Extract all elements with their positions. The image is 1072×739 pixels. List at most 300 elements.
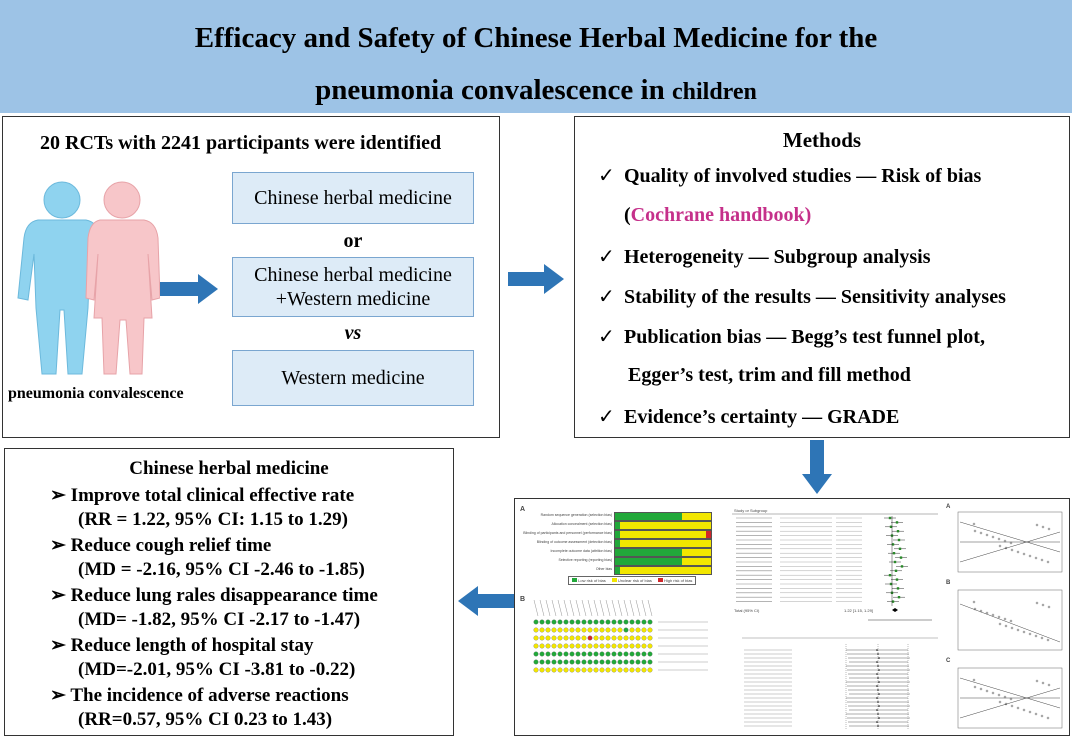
rob-dot [612, 652, 617, 657]
funnel-point [1036, 602, 1038, 604]
rob-bar-segment [615, 513, 682, 520]
rob-dot [630, 644, 635, 649]
rob-dot [552, 620, 557, 625]
intervention-box-chm: Chinese herbal medicine [232, 172, 474, 224]
forest-point [897, 587, 899, 589]
rob-bar-segment [682, 549, 711, 556]
checkmark-icon: ✓ [598, 326, 615, 348]
result-4-title: Reduce length of hospital stay [70, 635, 314, 656]
rob-dot [636, 620, 641, 625]
funnel-point [1035, 635, 1037, 637]
rob-study-label [576, 600, 580, 616]
rob-dot [648, 644, 653, 649]
funnel-point [1041, 715, 1043, 717]
rob-bar-segment [706, 531, 711, 538]
sensitivity-plot [742, 632, 938, 734]
result-4-stat: (MD=-2.01, 95% CI -3.81 to -0.22) [78, 659, 356, 680]
rob-dot [540, 644, 545, 649]
forest-total-label: Total (95% CI) [734, 608, 760, 613]
legend-unclear: Unclear risk of bias [617, 578, 652, 583]
rob-dot [534, 644, 539, 649]
funnel-limit-line [960, 532, 1060, 562]
rob-dot [582, 660, 587, 665]
title-line-1: Efficacy and Safety of Chinese Herbal Medicine for the [194, 22, 878, 54]
rob-domain-label: Random sequence generation (selection bias) [540, 513, 612, 517]
rob-dot [582, 636, 587, 641]
funnel-point [986, 534, 988, 536]
rob-dot [594, 668, 599, 673]
rob-dot [630, 636, 635, 641]
funnel-point [1047, 717, 1049, 719]
funnel-point [1004, 618, 1006, 620]
rob-dot [540, 660, 545, 665]
rob-dot [624, 644, 629, 649]
rob-bar [614, 548, 712, 557]
rob-domain-label: Incomplete outcome data (attrition bias) [550, 549, 612, 553]
rob-dot [588, 668, 593, 673]
funnel-point [973, 601, 975, 603]
funnel-point [1004, 696, 1006, 698]
sens-point [876, 697, 878, 699]
rob-dot [576, 636, 581, 641]
sens-point [878, 669, 880, 671]
rob-study-label [606, 600, 610, 616]
rob-dot [570, 652, 575, 657]
funnel-point [1010, 698, 1012, 700]
risk-of-bias-graph [518, 502, 716, 590]
rob-dot [588, 628, 593, 633]
funnel-point [1042, 604, 1044, 606]
rob-dot [552, 660, 557, 665]
rob-bar-segment [615, 549, 682, 556]
funnel-point [980, 610, 982, 612]
funnel-point [1023, 631, 1025, 633]
arrow-to-results [458, 584, 514, 618]
children-illustration [10, 178, 160, 378]
sens-point [878, 717, 880, 719]
rob-study-label [540, 600, 544, 616]
forest-point [889, 517, 891, 519]
rob-dot [540, 652, 545, 657]
rob-dot [534, 652, 539, 657]
rob-dot [540, 628, 545, 633]
rob-dot [534, 636, 539, 641]
girl-silhouette-icon [86, 182, 160, 374]
sens-point [878, 705, 880, 707]
rob-dot [594, 620, 599, 625]
forest-point [893, 552, 895, 554]
rob-dot [648, 652, 653, 657]
rob-study-label [642, 600, 646, 616]
rob-bar-segment [620, 567, 711, 574]
method-quality: ✓ Quality of involved studies — Risk of bias [598, 165, 982, 187]
rob-dot [618, 652, 623, 657]
rob-dot [558, 644, 563, 649]
result-2-title: Reduce cough relief time [70, 535, 272, 556]
vs-label: vs [344, 322, 362, 344]
rob-study-label [570, 600, 574, 616]
rob-dot [588, 620, 593, 625]
rob-dot [576, 644, 581, 649]
rob-dot [618, 620, 623, 625]
methods-heading: Methods [782, 128, 862, 152]
rob-dot [582, 644, 587, 649]
forest-total-effect: 1.22 [1.15, 1.29] [844, 608, 873, 613]
funnel-point [1011, 705, 1013, 707]
rob-dot [642, 628, 647, 633]
rob-dot [642, 652, 647, 657]
title-line-2-small: children [671, 79, 757, 105]
rob-dot [564, 636, 569, 641]
rob-dot [576, 668, 581, 673]
or-label: or [343, 230, 363, 252]
funnel-point [974, 530, 976, 532]
funnel-point [1004, 540, 1006, 542]
rob-dot [564, 652, 569, 657]
rob-dot [636, 652, 641, 657]
rob-dot [576, 660, 581, 665]
rob-bar [614, 521, 712, 530]
funnel-point [973, 523, 975, 525]
rob-dot [600, 644, 605, 649]
rob-dot [570, 620, 575, 625]
rob-dot [642, 644, 647, 649]
rob-bar-row [518, 530, 716, 538]
rob-bar [614, 539, 712, 548]
rob-dot [648, 620, 653, 625]
rob-dot [534, 660, 539, 665]
funnel-point [992, 692, 994, 694]
rob-dot [618, 660, 623, 665]
rob-dot [564, 628, 569, 633]
rob-bar-segment [615, 558, 682, 565]
rob-dot-grid [518, 596, 716, 686]
rob-dot [558, 636, 563, 641]
rob-dot [636, 628, 641, 633]
rct-heading: 20 RCTs with 2241 participants were identified [40, 132, 442, 154]
result-1 [50, 484, 354, 507]
rob-dot [612, 644, 617, 649]
rob-bar-segment [620, 522, 711, 529]
forest-point [901, 565, 903, 567]
rob-dot [612, 668, 617, 673]
funnel-point [1036, 524, 1038, 526]
legend-low: Low risk of bias [578, 578, 606, 583]
rob-bar-row [518, 521, 716, 529]
rob-dot [630, 628, 635, 633]
rob-study-label [564, 600, 568, 616]
intervention-box-chm-wm-line1: Chinese herbal medicine [254, 264, 452, 286]
rob-dot [540, 668, 545, 673]
forest-plot [732, 502, 938, 628]
rob-dot [600, 660, 605, 665]
rob-dot [558, 628, 563, 633]
funnel-point [1041, 559, 1043, 561]
bullet-arrow-icon: ➢ [50, 535, 66, 556]
rob-bar-row [518, 512, 716, 520]
rob-dot [534, 628, 539, 633]
rob-dot [582, 652, 587, 657]
rob-dot [576, 620, 581, 625]
funnel-point [980, 532, 982, 534]
rob-dot [552, 652, 557, 657]
rob-dot [648, 660, 653, 665]
funnel-plots [944, 502, 1068, 734]
bullet-arrow-icon: ➢ [50, 635, 66, 656]
result-5 [50, 684, 349, 707]
rob-dot [624, 628, 629, 633]
funnel-point [1023, 553, 1025, 555]
forest-point [894, 561, 896, 563]
bullet-arrow-icon: ➢ [50, 685, 66, 706]
rob-study-label [636, 600, 640, 616]
rob-dot [570, 668, 575, 673]
rob-legend [568, 576, 696, 585]
rob-dot [636, 660, 641, 665]
funnel-point [1005, 625, 1007, 627]
rob-study-label [618, 600, 622, 616]
rob-dot [618, 668, 623, 673]
method-publication-bias: ✓ Publication bias — Begg’s test funnel plot, [598, 326, 985, 348]
rob-dot [570, 660, 575, 665]
funnel-point [999, 545, 1001, 547]
funnel-point [999, 701, 1001, 703]
rob-dot [582, 668, 587, 673]
funnel-point [992, 614, 994, 616]
rob-dot [582, 628, 587, 633]
rob-study-label [630, 600, 634, 616]
rob-domain-label: Allocation concealment (selection bias) [551, 522, 612, 526]
rob-dot [558, 620, 563, 625]
rob-dot [540, 636, 545, 641]
forest-plot-svg [732, 502, 938, 628]
result-5-title: The incidence of adverse reactions [70, 685, 349, 706]
result-5-stat: (RR=0.57, 95% CI 0.23 to 1.43) [78, 709, 333, 730]
rob-dot [630, 652, 635, 657]
rob-dot [612, 636, 617, 641]
funnel-point [1011, 549, 1013, 551]
rob-dot [546, 628, 551, 633]
funnel-point [998, 616, 1000, 618]
rob-dot [618, 644, 623, 649]
rob-bar [614, 512, 712, 521]
rob-dot [546, 660, 551, 665]
forest-point [898, 539, 900, 541]
sens-point [876, 649, 878, 651]
rob-dot [642, 636, 647, 641]
sens-point [878, 693, 880, 695]
rob-dot [636, 668, 641, 673]
funnel-point [1023, 709, 1025, 711]
rob-bar-row [518, 557, 716, 565]
rob-dot [546, 644, 551, 649]
rob-dot [582, 620, 587, 625]
rob-dot [612, 660, 617, 665]
forest-point [895, 570, 897, 572]
rob-dot [552, 668, 557, 673]
rob-study-label [624, 600, 628, 616]
rob-bar-row [518, 548, 716, 556]
risk-of-bias-summary [518, 596, 716, 686]
rob-dot [588, 660, 593, 665]
rob-dot [588, 644, 593, 649]
rob-bar [614, 566, 712, 575]
funnel-point [986, 612, 988, 614]
rob-dot [648, 628, 653, 633]
rob-dot [600, 668, 605, 673]
rob-study-label [588, 600, 592, 616]
funnel-limit-line [960, 522, 1060, 552]
result-3 [50, 584, 378, 607]
sens-point [876, 685, 878, 687]
rob-study-label [612, 600, 616, 616]
rob-dot [534, 668, 539, 673]
rob-study-label [558, 600, 562, 616]
rob-dot [624, 620, 629, 625]
rob-dot [636, 636, 641, 641]
rob-study-label [552, 600, 556, 616]
funnel-point [986, 690, 988, 692]
cochrane-highlight: Cochrane handbook) [630, 204, 812, 226]
comparator-box-wm: Western medicine [232, 350, 474, 406]
result-4 [50, 634, 313, 657]
rob-bar-segment [620, 531, 706, 538]
sens-point [878, 657, 880, 659]
funnel-point [1010, 620, 1012, 622]
rob-dot [570, 628, 575, 633]
rob-dot [576, 628, 581, 633]
rob-dot [606, 668, 611, 673]
rob-dot [648, 668, 653, 673]
forest-point [897, 530, 899, 532]
rob-study-label [534, 600, 538, 616]
funnel-point [1010, 542, 1012, 544]
funnel-point [992, 536, 994, 538]
rob-dot [642, 668, 647, 673]
funnel-point [1029, 555, 1031, 557]
rob-dot [552, 644, 557, 649]
rob-bar [614, 557, 712, 566]
funnel-point [1048, 528, 1050, 530]
funnel-point [1017, 707, 1019, 709]
forest-point [899, 548, 901, 550]
rob-dot [606, 652, 611, 657]
rob-domain-label: Blinding of outcome assessment (detection bias) [536, 540, 612, 544]
rob-dot [636, 644, 641, 649]
checkmark-icon: ✓ [598, 286, 615, 308]
rob-bar-segment [620, 540, 711, 547]
rob-dot [546, 636, 551, 641]
rob-dot [552, 628, 557, 633]
rob-domain-label: Other bias [595, 567, 612, 571]
funnel-point [1042, 526, 1044, 528]
population-label: pneumonia convalescence [8, 385, 184, 402]
rob-bar-row [518, 566, 716, 574]
funnel-point [1047, 561, 1049, 563]
intervention-box-chm-wm-line2: +Western medicine [275, 288, 431, 310]
arrow-down-to-figures [800, 440, 834, 496]
sens-point [876, 673, 878, 675]
rob-dot [630, 668, 635, 673]
funnel-point [974, 686, 976, 688]
rob-bar-segment [682, 558, 711, 565]
rob-dot [564, 644, 569, 649]
funnel-point [1017, 551, 1019, 553]
rob-dot [618, 636, 623, 641]
funnel-point [998, 538, 1000, 540]
funnel-point [998, 694, 1000, 696]
arrow-to-methods [508, 262, 566, 296]
forest-point [896, 521, 898, 523]
rob-dot [600, 652, 605, 657]
rob-dot [642, 620, 647, 625]
funnel-point [1035, 557, 1037, 559]
rob-dot [624, 636, 629, 641]
forest-point [900, 556, 902, 558]
rob-dot [540, 620, 545, 625]
rob-dot [600, 620, 605, 625]
rob-dot [594, 652, 599, 657]
rob-dot [606, 644, 611, 649]
rob-dot [534, 620, 539, 625]
rob-dot [594, 644, 599, 649]
method-egger: Egger’s test, trim and fill method [628, 364, 911, 386]
intervention-box-chm-wm [232, 257, 474, 317]
funnel-point [973, 679, 975, 681]
rob-dot [570, 636, 575, 641]
figure-label-c-funnel: C [946, 658, 951, 664]
bullet-arrow-icon: ➢ [50, 585, 66, 606]
rob-dot [558, 668, 563, 673]
rob-dot [618, 628, 623, 633]
forest-diamond [892, 608, 898, 612]
result-1-title: Improve total clinical effective rate [70, 485, 355, 506]
results-heading: Chinese herbal medicine [129, 458, 329, 479]
rob-dot [564, 660, 569, 665]
rob-dot [648, 636, 653, 641]
bullet-arrow-icon: ➢ [50, 485, 66, 506]
rob-study-label [648, 600, 652, 616]
figure-label-b: B [520, 596, 526, 603]
result-2 [50, 534, 271, 557]
rob-dot [594, 628, 599, 633]
funnel-point [1017, 629, 1019, 631]
checkmark-icon: ✓ [598, 165, 615, 187]
rob-dot [594, 660, 599, 665]
funnel-frame [958, 590, 1062, 650]
funnel-point [1029, 711, 1031, 713]
rob-dot [588, 636, 593, 641]
rob-dot [576, 652, 581, 657]
rob-study-label [594, 600, 598, 616]
figure-label-b-funnel: B [946, 580, 951, 586]
funnel-limit-line [960, 678, 1060, 708]
forest-point [889, 574, 891, 576]
forest-point [896, 578, 898, 580]
rob-dot [624, 652, 629, 657]
rob-dot [570, 644, 575, 649]
rob-study-label [600, 600, 604, 616]
rob-dot [630, 660, 635, 665]
rob-bar-segment [682, 513, 711, 520]
legend-high: High risk of bias [663, 578, 693, 583]
rob-dot [624, 660, 629, 665]
rob-dot [564, 668, 569, 673]
funnel-limit-line [960, 688, 1060, 718]
funnel-point [1042, 682, 1044, 684]
checkmark-icon: ✓ [598, 246, 615, 268]
rob-dot [546, 668, 551, 673]
